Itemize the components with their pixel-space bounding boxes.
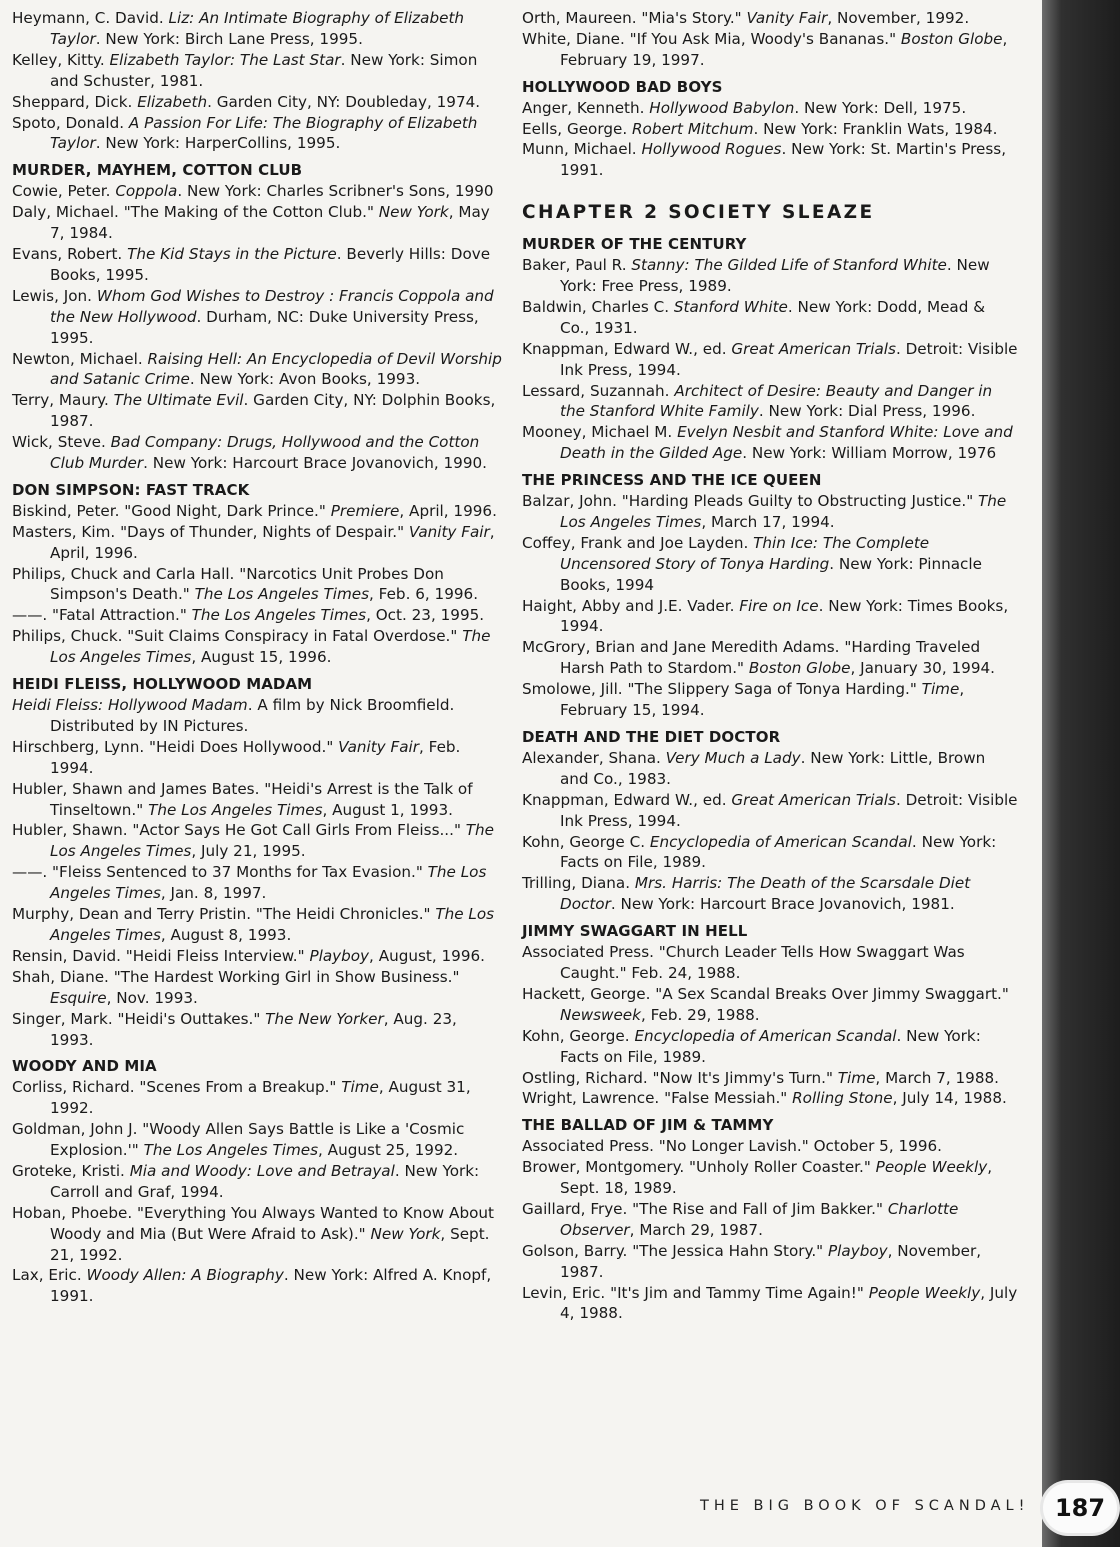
entry-author: Baker, Paul R. bbox=[522, 256, 632, 275]
entry-publication: , Aug. 23, 1993. bbox=[50, 1009, 457, 1049]
entry-title: The Los Angeles Times bbox=[191, 606, 367, 625]
bibliography-entry bbox=[522, 255, 1018, 297]
entry-author: Masters, Kim. "Days of Thunder, Nights of Despair." bbox=[12, 522, 409, 541]
bibliography-entry bbox=[12, 737, 504, 779]
entry-title: The Los Angeles Times bbox=[560, 492, 1007, 531]
entry-publication: , August 1, 1993. bbox=[322, 800, 453, 819]
entry-title: Encyclopedia of American Scandal bbox=[649, 832, 912, 851]
entry-author: ——. "Fatal Attraction." bbox=[12, 606, 192, 625]
entry-title: The New Yorker bbox=[265, 1009, 384, 1028]
entry-author: Ostling, Richard. "Now It's Jimmy's Turn." bbox=[522, 1068, 838, 1087]
bibliography-entry bbox=[12, 501, 504, 522]
entry-title: Vanity Fair bbox=[338, 737, 420, 756]
entry-title: Hollywood Babylon bbox=[649, 98, 795, 117]
entry-publication: . Garden City, NY: Doubleday, 1974. bbox=[207, 92, 481, 111]
page-number: 187 bbox=[1054, 1494, 1106, 1522]
entry-title: Vanity Fair bbox=[408, 522, 490, 541]
entry-publication: , February 19, 1997. bbox=[560, 29, 1008, 69]
entry-author: Eells, George. bbox=[522, 119, 632, 138]
entry-title: The Los Angeles Times bbox=[194, 585, 370, 604]
bibliography-entry bbox=[522, 339, 1018, 381]
entry-title: Architect of Desire: Beauty and Danger in the Stanford White Family bbox=[560, 381, 993, 421]
entry-author: Goldman, John J. "Woody Allen Says Battle is Like a 'Cosmic Explosion.'" bbox=[12, 1120, 465, 1160]
bibliography-entry bbox=[12, 202, 504, 244]
entry-author: Associated Press. "No Longer Lavish." October 5, 1996. bbox=[522, 1137, 942, 1156]
entry-publication: , August 8, 1993. bbox=[160, 925, 292, 944]
entry-author: Philips, Chuck. "Suit Claims Conspiracy in Fatal Overdose." bbox=[12, 627, 463, 646]
entry-title: Esquire bbox=[50, 988, 107, 1007]
entry-title: Time bbox=[341, 1078, 379, 1097]
entry-author: Balzar, John. "Harding Pleads Guilty to Obstructing Justice." bbox=[522, 492, 979, 511]
bibliography-entry bbox=[12, 181, 504, 202]
entry-publication: . New York: Pinnacle Books, 1994 bbox=[560, 554, 982, 594]
entry-author: Gaillard, Frye. "The Rise and Fall of Jim Bakker." bbox=[522, 1199, 888, 1218]
entry-title: The Los Angeles Times bbox=[50, 905, 495, 944]
entry-author: Knappman, Edward W., ed. bbox=[522, 790, 732, 809]
bibliography-entry bbox=[12, 1265, 504, 1307]
entry-author: Orth, Maureen. "Mia's Story." bbox=[522, 9, 747, 27]
entry-title: New York bbox=[378, 203, 449, 222]
entry-author: Spoto, Donald. bbox=[12, 113, 129, 132]
entry-author: Associated Press. "Church Leader Tells How Swaggart Was Caught." Feb. 24, 1988. bbox=[522, 943, 965, 982]
bibliography-entry bbox=[12, 946, 504, 967]
entry-publication: . New York: Dell, 1975. bbox=[794, 98, 967, 117]
entry-title: Premiere bbox=[330, 501, 400, 520]
entry-author: Anger, Kenneth. bbox=[522, 98, 650, 117]
entry-author: Brower, Montgomery. "Unholy Roller Coaster." bbox=[522, 1158, 876, 1177]
entry-publication: . Detroit: Visible Ink Press, 1994. bbox=[560, 790, 1018, 830]
bibliography-entry bbox=[12, 605, 504, 626]
entry-title: Fire on Ice bbox=[739, 596, 819, 615]
entry-publication: . Detroit: Visible Ink Press, 1994. bbox=[560, 339, 1018, 379]
entry-publication: , July 4, 1988. bbox=[560, 1283, 1018, 1323]
bibliography-entry bbox=[12, 1119, 504, 1161]
entry-author: Philips, Chuck and Carla Hall. "Narcotics Unit Probes Don Simpson's Death." bbox=[12, 564, 444, 604]
bibliography-entry bbox=[12, 820, 504, 862]
bibliography-entry bbox=[522, 1241, 1018, 1283]
entry-title: People Weekly bbox=[868, 1283, 981, 1302]
entry-author: Shah, Diane. "The Hardest Working Girl in Show Business." bbox=[12, 967, 460, 986]
entry-publication: , August, 1996. bbox=[369, 946, 485, 965]
entry-title: The Los Angeles Times bbox=[50, 627, 491, 667]
bibliography-entry bbox=[522, 1157, 1018, 1199]
entry-title: Hollywood Rogues bbox=[641, 140, 782, 159]
bibliography-entry bbox=[12, 1161, 504, 1203]
entry-publication: , May 7, 1984. bbox=[50, 203, 490, 243]
entry-publication: . New York: Harcourt Brace Jovanovich, 1981. bbox=[610, 895, 955, 914]
entry-author: Sheppard, Dick. bbox=[12, 92, 138, 111]
entry-title: Stanny: The Gilded Life of Stanford White bbox=[631, 256, 947, 275]
entry-publication: . Beverly Hills: Dove Books, 1995. bbox=[50, 244, 491, 284]
entry-author: Wright, Lawrence. "False Messiah." bbox=[522, 1089, 793, 1108]
entry-publication: . New York: St. Martin's Press, 1991. bbox=[560, 140, 1007, 180]
bibliography-right-column bbox=[522, 8, 1018, 1324]
entry-publication: , Sept. 21, 1992. bbox=[50, 1224, 490, 1264]
entry-title: Bad Company: Drugs, Hollywood and the Cotton Club Murder bbox=[50, 433, 480, 473]
entry-publication: . New York: Simon and Schuster, 1981. bbox=[50, 50, 478, 90]
entry-publication: , March 29, 1987. bbox=[629, 1220, 763, 1239]
running-title: THE BIG BOOK OF SCANDAL! bbox=[700, 1498, 1030, 1514]
bibliography-entry bbox=[522, 637, 1018, 679]
entry-author: Heymann, C. David. bbox=[12, 9, 169, 27]
bibliography-entry bbox=[12, 564, 504, 606]
bibliography-entry bbox=[12, 113, 504, 155]
entry-title: Boston Globe bbox=[748, 659, 851, 678]
bibliography-entry bbox=[522, 748, 1018, 790]
entry-publication: . New York: Free Press, 1989. bbox=[560, 256, 990, 295]
entry-publication: , January 30, 1994. bbox=[850, 659, 995, 678]
bibliography-entry bbox=[522, 381, 1018, 423]
entry-title: Time bbox=[837, 1068, 876, 1087]
entry-author: Alexander, Shana. bbox=[522, 748, 666, 767]
entry-author: Hirschberg, Lynn. "Heidi Does Hollywood." bbox=[12, 737, 339, 756]
section-heading: HEIDI FLEISS, HOLLYWOOD MADAM bbox=[12, 675, 313, 694]
entry-title: The Kid Stays in the Picture bbox=[127, 244, 337, 263]
entry-title: Robert Mitchum bbox=[631, 119, 754, 138]
entry-title: A Passion For Life: The Biography of Elizabeth Taylor bbox=[50, 113, 478, 153]
bibliography-entry bbox=[522, 790, 1018, 832]
entry-title: Coppola bbox=[115, 182, 178, 201]
entry-publication: , August 31, 1992. bbox=[50, 1078, 471, 1118]
entry-title: Liz: An Intimate Biography of Elizabeth Taylor bbox=[50, 9, 465, 48]
bibliography-entry bbox=[522, 984, 1018, 1026]
entry-title: Thin Ice: The Complete Uncensored Story of Tonya Harding bbox=[560, 533, 930, 573]
entry-publication: , Nov. 1993. bbox=[106, 988, 198, 1007]
bibliography-entry bbox=[522, 1026, 1018, 1068]
entry-author: Baldwin, Charles C. bbox=[522, 297, 674, 316]
entry-publication: . New York: William Morrow, 1976 bbox=[742, 444, 997, 463]
section-heading: MURDER, MAYHEM, COTTON CLUB bbox=[12, 161, 303, 180]
entry-author: White, Diane. "If You Ask Mia, Woody's Bananas." bbox=[522, 29, 901, 48]
entry-title: Very Much a Lady bbox=[665, 748, 801, 767]
bibliography-entry bbox=[522, 1283, 1018, 1325]
entry-title: Playboy bbox=[828, 1241, 888, 1260]
bibliography-entry bbox=[522, 942, 1018, 984]
entry-author: Hubler, Shawn. "Actor Says He Got Call Girls From Fleiss..." bbox=[12, 821, 466, 840]
entry-title: Woody Allen: A Biography bbox=[86, 1266, 284, 1285]
entry-publication: . New York: Little, Brown and Co., 1983. bbox=[560, 748, 986, 788]
entry-publication: . Durham, NC: Duke University Press, 1995. bbox=[50, 307, 479, 347]
entry-author: Hackett, George. "A Sex Scandal Breaks Over Jimmy Swaggart." bbox=[522, 984, 1009, 1003]
entry-publication: , August 15, 1996. bbox=[191, 648, 332, 667]
entry-publication: , Feb. 29, 1988. bbox=[640, 1005, 760, 1024]
section-heading: THE PRINCESS AND THE ICE QUEEN bbox=[522, 471, 822, 490]
chapter-heading: CHAPTER 2 SOCIETY SLEAZE bbox=[522, 202, 875, 224]
bibliography-entry bbox=[12, 862, 504, 904]
entry-author: Rensin, David. "Heidi Fleiss Interview." bbox=[12, 946, 310, 965]
entry-title: The Ultimate Evil bbox=[113, 391, 244, 410]
section-heading: THE BALLAD OF JIM & TAMMY bbox=[522, 1116, 774, 1135]
bibliography-entry bbox=[522, 533, 1018, 596]
bibliography-entry bbox=[12, 1203, 504, 1266]
entry-title: Mrs. Harris: The Death of the Scarsdale Diet Doctor bbox=[560, 874, 971, 914]
entry-author: Trilling, Diana. bbox=[522, 874, 635, 893]
entry-author: Munn, Michael. bbox=[522, 140, 642, 159]
entry-publication: , Sept. 18, 1989. bbox=[560, 1158, 993, 1198]
entry-title: Time bbox=[921, 680, 960, 699]
entry-publication: , Feb. 1994. bbox=[50, 737, 461, 777]
bibliography-entry bbox=[12, 626, 504, 668]
entry-title: Elizabeth Taylor: The Last Star bbox=[109, 50, 341, 69]
bibliography-entry bbox=[12, 92, 504, 113]
entry-author: Newton, Michael. bbox=[12, 349, 148, 368]
entry-title: Elizabeth bbox=[137, 92, 208, 111]
entry-author: Wick, Steve. bbox=[12, 433, 111, 452]
entry-title: Whom God Wishes to Destroy : Francis Coppola and the New Hollywood bbox=[50, 286, 494, 326]
bibliography-entry bbox=[12, 522, 504, 564]
entry-publication: , November, 1992. bbox=[827, 9, 970, 27]
entry-publication: . A film by Nick Broomfield. Distributed by IN Pictures. bbox=[50, 696, 455, 735]
bibliography-entry bbox=[522, 873, 1018, 915]
entry-publication: . New York: Facts on File, 1989. bbox=[560, 1026, 981, 1066]
entry-title: The Los Angeles Times bbox=[143, 1141, 319, 1160]
entry-author: Hoban, Phoebe. "Everything You Always Wanted to Know About Woody and Mia (But Were Afraid to Ask)." bbox=[12, 1203, 494, 1243]
section-heading: WOODY AND MIA bbox=[12, 1057, 157, 1076]
entry-title: Rolling Stone bbox=[792, 1089, 893, 1108]
entry-publication: . New York: Dodd, Mead & Co., 1931. bbox=[560, 297, 986, 337]
entry-publication: , July 14, 1988. bbox=[892, 1089, 1007, 1108]
page-edge-shadow bbox=[1042, 0, 1120, 1547]
bibliography-entry bbox=[522, 491, 1018, 533]
bibliography-entry bbox=[522, 8, 1018, 29]
bibliography-entry bbox=[522, 1068, 1018, 1089]
bibliography-entry bbox=[12, 904, 504, 946]
entry-author: Biskind, Peter. "Good Night, Dark Prince." bbox=[12, 501, 331, 520]
entry-title: Newsweek bbox=[560, 1005, 641, 1024]
bibliography-entry bbox=[12, 244, 504, 286]
entry-author: Evans, Robert. bbox=[12, 244, 128, 263]
bibliography-entry bbox=[522, 139, 1018, 181]
bibliography-entry bbox=[12, 8, 504, 50]
entry-publication: , November, 1987. bbox=[560, 1241, 982, 1281]
entry-title: Stanford White bbox=[673, 297, 788, 316]
entry-publication: . New York: Carroll and Graf, 1994. bbox=[50, 1161, 480, 1201]
entry-publication: , Jan. 8, 1997. bbox=[160, 884, 267, 903]
entry-author: McGrory, Brian and Jane Meredith Adams. "Harding Traveled Harsh Path to Stardom." bbox=[522, 638, 981, 678]
entry-title: Evelyn Nesbit and Stanford White: Love and Death in the Gilded Age bbox=[560, 423, 1013, 463]
entry-title: Great American Trials bbox=[731, 790, 896, 809]
bibliography-entry bbox=[522, 832, 1018, 874]
bibliography-entry bbox=[522, 119, 1018, 140]
entry-author: Corliss, Richard. "Scenes From a Breakup." bbox=[12, 1078, 342, 1097]
entry-publication: . New York: Harcourt Brace Jovanovich, 1990. bbox=[143, 454, 487, 473]
entry-author: Smolowe, Jill. "The Slippery Saga of Tonya Harding." bbox=[522, 680, 922, 699]
entry-title: New York bbox=[370, 1224, 441, 1243]
entry-author: Lax, Eric. bbox=[12, 1266, 87, 1285]
section-heading: HOLLYWOOD BAD BOYS bbox=[522, 77, 723, 96]
bibliography-left-column bbox=[12, 8, 504, 1307]
entry-title: People Weekly bbox=[875, 1158, 988, 1177]
bibliography-entry bbox=[522, 1088, 1018, 1109]
entry-publication: . New York: Charles Scribner's Sons, 1990 bbox=[177, 182, 494, 201]
bibliography-entry bbox=[522, 29, 1018, 71]
bibliography-entry bbox=[12, 695, 504, 737]
entry-publication: . New York: Facts on File, 1989. bbox=[560, 832, 997, 872]
entry-title: Charlotte Observer bbox=[560, 1199, 959, 1239]
bibliography-entry bbox=[522, 679, 1018, 721]
entry-author: Lewis, Jon. bbox=[12, 286, 97, 305]
entry-author: Mooney, Michael M. bbox=[522, 423, 678, 442]
bibliography-entry bbox=[12, 50, 504, 92]
bibliography-entry bbox=[522, 596, 1018, 638]
entry-publication: . New York: HarperCollins, 1995. bbox=[95, 134, 341, 153]
entry-publication: . New York: Avon Books, 1993. bbox=[189, 370, 421, 389]
bibliography-entry bbox=[522, 422, 1018, 464]
entry-title: Vanity Fair bbox=[746, 9, 828, 27]
bibliography-entry bbox=[12, 779, 504, 821]
entry-publication: , February 15, 1994. bbox=[560, 680, 965, 720]
entry-author: Coffey, Frank and Joe Layden. bbox=[522, 533, 754, 552]
bibliography-entry bbox=[522, 1136, 1018, 1157]
entry-title: Raising Hell: An Encyclopedia of Devil Worship and Satanic Crime bbox=[50, 349, 502, 389]
entry-publication: , April, 1996. bbox=[399, 501, 497, 520]
entry-author: Golson, Barry. "The Jessica Hahn Story." bbox=[522, 1241, 829, 1260]
bibliography-entry bbox=[12, 349, 504, 391]
bibliography-entry bbox=[12, 432, 504, 474]
entry-title: Playboy bbox=[309, 946, 370, 965]
bibliography-entry bbox=[12, 967, 504, 1009]
entry-author: Daly, Michael. "The Making of the Cotton Club." bbox=[12, 203, 379, 222]
entry-author: Knappman, Edward W., ed. bbox=[522, 339, 732, 358]
entry-publication: , April, 1996. bbox=[50, 522, 495, 562]
entry-publication: . New York: Franklin Wats, 1984. bbox=[753, 119, 998, 138]
entry-author: Lessard, Suzannah. bbox=[522, 381, 675, 400]
entry-title: Encyclopedia of American Scandal bbox=[634, 1026, 897, 1045]
bibliography-entry bbox=[522, 98, 1018, 119]
entry-author: Terry, Maury. bbox=[12, 391, 114, 410]
entry-author: Haight, Abby and J.E. Vader. bbox=[522, 596, 740, 615]
entry-title: Boston Globe bbox=[900, 29, 1003, 48]
entry-publication: . New York: Alfred A. Knopf, 1991. bbox=[50, 1266, 492, 1306]
entry-author: Kohn, George. bbox=[522, 1026, 635, 1045]
section-heading: DEATH AND THE DIET DOCTOR bbox=[522, 728, 781, 746]
entry-title: The Los Angeles Times bbox=[50, 863, 487, 903]
bibliography-entry bbox=[12, 286, 504, 349]
page-number-badge bbox=[1043, 1483, 1117, 1533]
bibliography-entry bbox=[12, 1077, 504, 1119]
entry-publication: , Feb. 6, 1996. bbox=[369, 585, 479, 604]
entry-title: Mia and Woody: Love and Betrayal bbox=[129, 1161, 395, 1180]
entry-author: Groteke, Kristi. bbox=[12, 1161, 130, 1180]
entry-publication: . Garden City, NY: Dolphin Books, 1987. bbox=[50, 391, 496, 431]
bibliography-entry bbox=[522, 1199, 1018, 1241]
entry-publication: , Oct. 23, 1995. bbox=[366, 606, 485, 625]
entry-publication: , March 7, 1988. bbox=[875, 1068, 999, 1087]
entry-title: The Los Angeles Times bbox=[148, 800, 323, 819]
entry-publication: . New York: Birch Lane Press, 1995. bbox=[95, 29, 363, 48]
entry-title: Great American Trials bbox=[731, 339, 896, 358]
bibliography-entry bbox=[12, 390, 504, 432]
entry-publication: , March 17, 1994. bbox=[701, 512, 835, 531]
bibliography-entry bbox=[12, 1009, 504, 1051]
entry-author: ——. "Fleiss Sentenced to 37 Months for Tax Evasion." bbox=[12, 863, 428, 882]
entry-publication: , July 21, 1995. bbox=[191, 842, 306, 861]
section-heading: JIMMY SWAGGART IN HELL bbox=[522, 922, 748, 941]
entry-publication: . New York: Times Books, 1994. bbox=[560, 596, 1009, 636]
entry-author: Levin, Eric. "It's Jim and Tammy Time Again!" bbox=[522, 1283, 869, 1302]
entry-author: Kohn, George C. bbox=[522, 832, 650, 851]
section-heading: DON SIMPSON: FAST TRACK bbox=[12, 480, 250, 499]
entry-publication: . New York: Dial Press, 1996. bbox=[758, 402, 976, 421]
entry-author: Murphy, Dean and Terry Pristin. "The Heidi Chronicles." bbox=[12, 905, 436, 924]
entry-title: Heidi Fleiss: Hollywood Madam bbox=[12, 696, 248, 714]
entry-author: Singer, Mark. "Heidi's Outtakes." bbox=[12, 1009, 266, 1028]
bibliography-entry bbox=[522, 297, 1018, 339]
entry-publication: , August 25, 1992. bbox=[318, 1141, 459, 1160]
entry-author: Hubler, Shawn and James Bates. "Heidi's Arrest is the Talk of Tinseltown." bbox=[12, 779, 473, 819]
entry-author: Cowie, Peter. bbox=[12, 182, 116, 201]
entry-author: Kelley, Kitty. bbox=[12, 50, 110, 69]
entry-title: The Los Angeles Times bbox=[50, 821, 495, 861]
section-heading: MURDER OF THE CENTURY bbox=[522, 235, 747, 254]
